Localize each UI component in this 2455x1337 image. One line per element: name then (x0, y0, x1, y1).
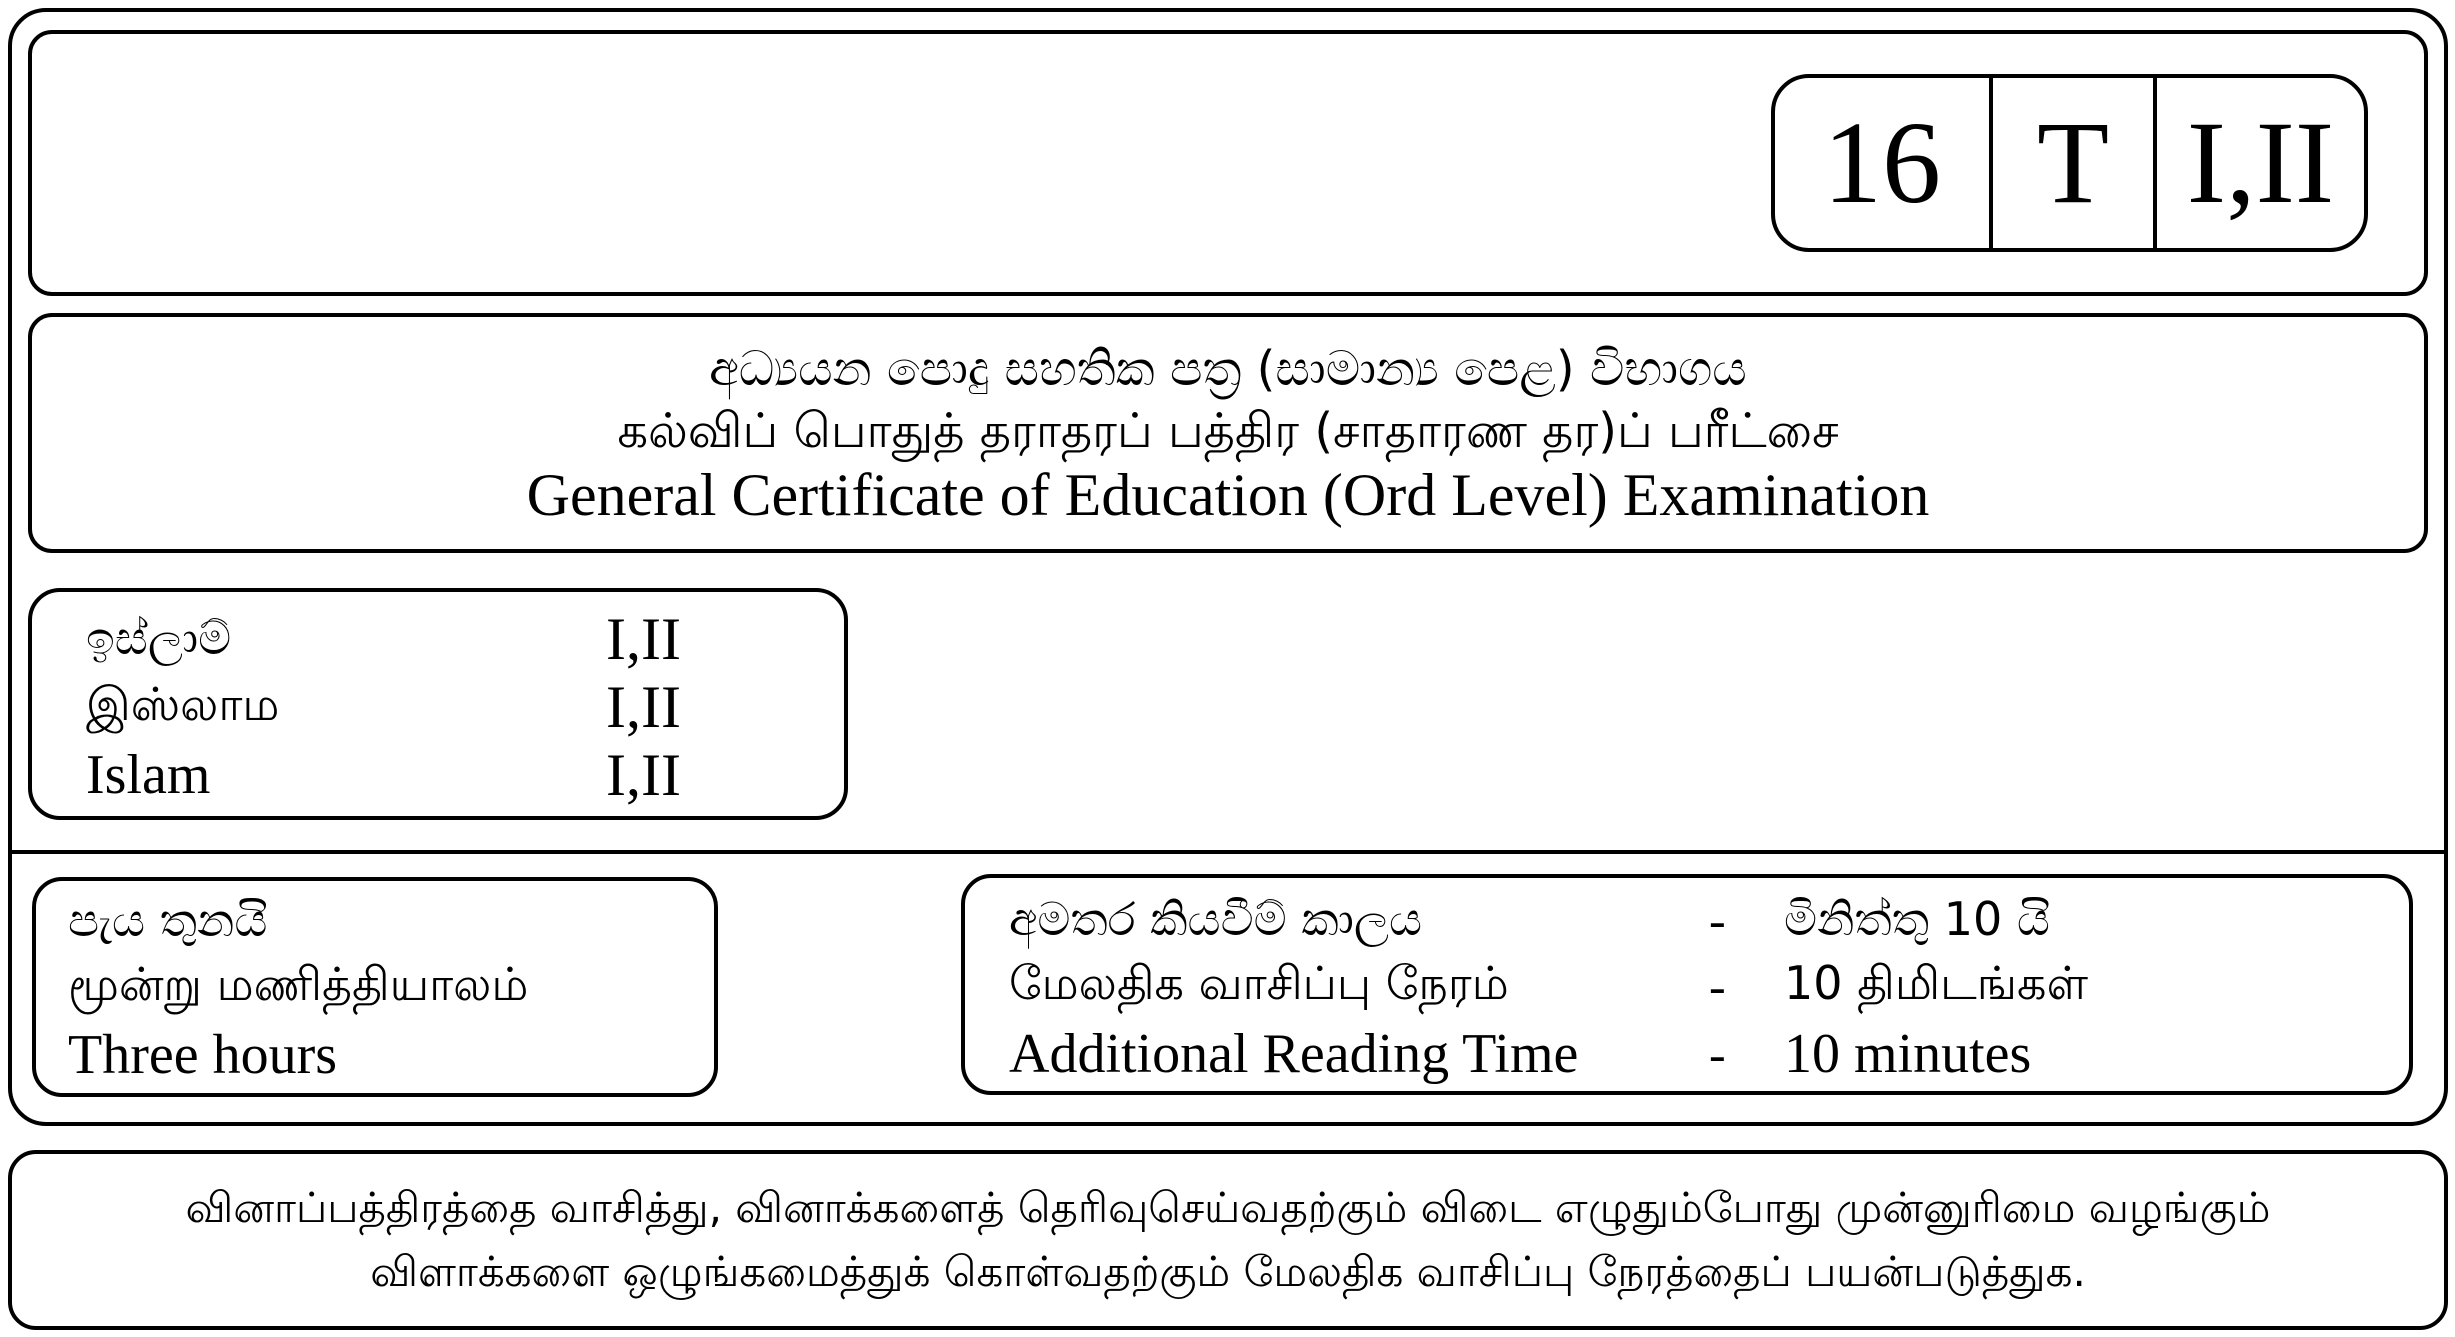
reading-time-row-english (1009, 1020, 2031, 1088)
reading-time-row-tamil (1009, 952, 2088, 1020)
reading-time-row-sinhala (1009, 886, 2050, 954)
reading-time-panel (961, 874, 2413, 1095)
instruction-panel (8, 1150, 2448, 1330)
dash-separator: - (1709, 1026, 1726, 1082)
subject-name: இஸ்லாம (86, 676, 280, 731)
paper-code-box (1771, 74, 2368, 252)
subject-papers: I,II (606, 605, 681, 672)
paper-numbers: I,II (2153, 78, 2364, 248)
duration-panel (32, 877, 718, 1097)
duration-sinhala: පැය තුනයි (68, 893, 268, 947)
subject-papers: I,II (606, 673, 681, 740)
subject-papers: I,II (606, 741, 681, 808)
reading-time-value: මිනිත්තු 10 යි (1784, 892, 2050, 946)
reading-time-value: 10 திமிடங்கள் (1784, 955, 2088, 1010)
duration-tamil: மூன்று மணித்தியாலம் (68, 956, 529, 1011)
reading-time-label: மேலதிக வாசிப்பு நேரம் (1009, 955, 1509, 1010)
subject-name: ඉස්ලාම් (86, 611, 232, 665)
subject-name: Islam (86, 744, 211, 806)
reading-time-label: අමතර කියවීම් කාලය (1009, 892, 1423, 946)
subject-row-tamil (86, 672, 681, 742)
medium-code: T (1989, 78, 2153, 248)
reading-time-value: 10 minutes (1784, 1023, 2032, 1085)
reading-time-label: Additional Reading Time (1009, 1023, 1579, 1085)
section-divider (10, 850, 2446, 854)
dash-separator: - (1709, 892, 1726, 948)
duration-english: Three hours (68, 1024, 338, 1086)
subject-row-sinhala (86, 604, 681, 674)
instruction-line-1: வினாப்பத்திரத்தை வாசித்து, வினாக்களைத் தெரிவுசெய்வதற்கும் விடை எழுதும்போது முன்னுரிமை வழங்கும் (185, 1183, 2271, 1232)
exam-title-tamil: கல்விப் பொதுத் தராதரப் பத்திர (சாதாரண தர)ப் பரீட்சை (617, 403, 1839, 459)
exam-title-sinhala: අධ්‍යයන පොදු සහතික පත්‍ර (සාමාන්‍ය පෙළ) විභාගය (709, 341, 1747, 397)
instruction-line-2: விளாக்களை ஒழுங்கமைத்துக் கொள்வதற்கும் மேலதிக வாசிப்பு நேரத்தைப் பயன்படுத்துக. (370, 1247, 2086, 1296)
subject-number: 16 (1823, 97, 1941, 228)
subject-row-english (86, 740, 681, 810)
subject-panel (28, 588, 848, 820)
exam-title-english: General Certificate of Education (Ord Level) Examination (526, 462, 1930, 528)
exam-title-panel (28, 313, 2428, 553)
dash-separator: - (1709, 958, 1726, 1014)
